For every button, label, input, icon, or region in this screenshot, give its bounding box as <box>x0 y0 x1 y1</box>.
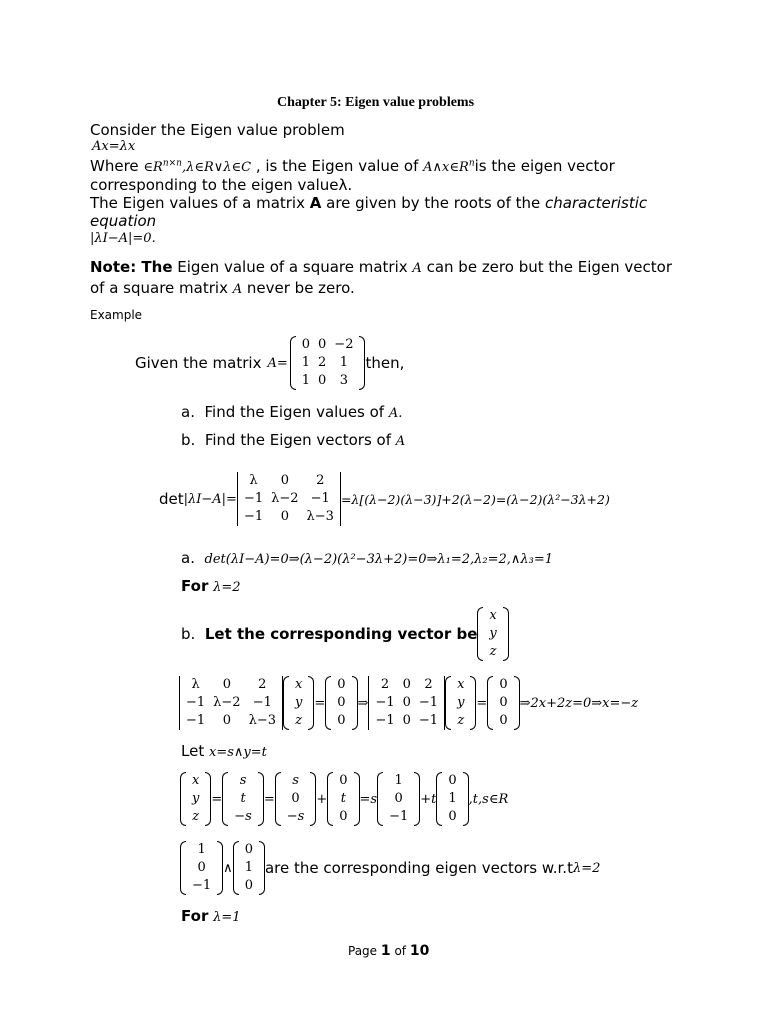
paren <box>283 676 289 730</box>
text: are given by the roots of the <box>321 194 546 212</box>
vector-row <box>333 712 349 730</box>
vector-row <box>453 694 468 712</box>
note-label: Note: The <box>90 258 173 276</box>
vector-row <box>188 790 203 808</box>
cell: λ−3 <box>248 713 276 728</box>
matrix-row <box>182 694 280 712</box>
vector <box>325 676 357 730</box>
vector-row <box>283 772 309 790</box>
superscript: n×n <box>162 158 182 169</box>
cell: −1 <box>375 695 395 710</box>
cell: 1 <box>301 373 311 388</box>
cell: 0 <box>291 791 300 806</box>
math: =s <box>359 791 378 807</box>
vector <box>477 607 508 661</box>
cell: 0 <box>222 677 232 692</box>
cell: 0 <box>318 373 327 388</box>
determinant-line <box>159 470 610 528</box>
equals: = <box>314 695 326 711</box>
text-bold: Let the corresponding vector be <box>204 625 478 643</box>
for-line <box>181 577 241 595</box>
note-line <box>90 258 672 276</box>
vector-table <box>241 841 257 895</box>
param-line <box>180 771 508 827</box>
math: ⇒2x+2z=0⇒x=−z <box>519 695 639 711</box>
vector-row <box>333 694 349 712</box>
cell: 0 <box>280 509 289 524</box>
matrix-row <box>240 472 338 490</box>
equation: Ax=λx <box>92 139 136 154</box>
vector-row <box>335 772 351 790</box>
cell: 0 <box>244 842 253 857</box>
cell: 0 <box>280 473 289 488</box>
cell: z <box>192 809 200 824</box>
vector <box>377 772 420 826</box>
cell: 0 <box>499 695 508 710</box>
vector-row <box>335 808 351 826</box>
vector-row <box>291 676 306 694</box>
vector-row <box>230 772 256 790</box>
math: x=s∧y=t <box>208 745 267 760</box>
cell: t <box>240 791 246 806</box>
matrix-row <box>182 712 280 730</box>
vector <box>487 676 519 730</box>
cell: 0 <box>448 809 457 824</box>
cell: t <box>340 791 346 806</box>
vector-table <box>188 841 215 895</box>
cell: −s <box>234 809 252 824</box>
vector-row <box>333 676 349 694</box>
cell: y <box>489 626 497 641</box>
list-marker: b. <box>181 625 196 643</box>
for-line <box>181 907 241 925</box>
cell: −1 <box>389 809 409 824</box>
cell: 2 <box>318 355 327 370</box>
cell: 0 <box>448 773 457 788</box>
math: |λI−A|= <box>183 491 237 507</box>
text: , is the Eigen value of <box>251 157 424 175</box>
matrix-row <box>240 490 338 508</box>
det-bar <box>179 676 180 730</box>
cell: −2 <box>334 337 354 352</box>
vector-table <box>385 772 412 826</box>
part-b <box>181 606 509 662</box>
cell: 0 <box>339 773 348 788</box>
example-label: Example <box>90 308 143 322</box>
page-footer <box>348 943 429 959</box>
det-matrix <box>179 676 283 730</box>
equals: = <box>211 791 223 807</box>
vector-row <box>188 808 203 826</box>
text-bold: For <box>181 907 209 925</box>
equals: = <box>263 791 275 807</box>
det-bar <box>237 472 238 526</box>
text: then, <box>365 354 405 372</box>
vector-table <box>188 772 203 826</box>
vector-row <box>485 643 500 661</box>
cell: z <box>295 713 303 728</box>
cell: 1 <box>301 355 311 370</box>
cell: 0 <box>244 878 253 893</box>
cell: 1 <box>244 860 253 875</box>
cell: λ−2 <box>213 695 241 710</box>
matrix-table <box>298 336 358 390</box>
text: are the corresponding eigen vectors w.r.t <box>264 859 573 877</box>
paren <box>477 607 483 661</box>
paren <box>233 841 239 895</box>
vector <box>436 772 468 826</box>
matrix-row <box>182 676 280 694</box>
intro-line: Consider the Eigen value problem <box>90 121 345 139</box>
equals: = <box>476 695 488 711</box>
cell: z <box>457 713 465 728</box>
where-line <box>90 157 615 175</box>
vector-row <box>495 712 511 730</box>
cell: 0 <box>339 809 348 824</box>
math: =λ[(λ−2)(λ−3)]+2(λ−2)=(λ−2)(λ²−3λ+2) <box>340 491 610 507</box>
vector-row <box>453 712 468 730</box>
cell: 0 <box>301 337 311 352</box>
text: Where <box>90 157 144 175</box>
text: Eigen value of a square matrix <box>172 258 413 276</box>
cell: −1 <box>192 878 212 893</box>
matrix-table <box>182 676 280 730</box>
text-italic: characteristic <box>545 194 648 212</box>
matrix-row <box>371 712 442 730</box>
vector <box>327 772 359 826</box>
vector-row <box>495 694 511 712</box>
vector-row <box>283 790 309 808</box>
vector-table <box>453 676 468 730</box>
cell: 0 <box>402 695 411 710</box>
math: +t <box>420 791 437 807</box>
intro-line: corresponding to the eigen valueλ. <box>90 176 353 194</box>
cell: s <box>292 773 299 788</box>
cell: 0 <box>499 713 508 728</box>
cell: −s <box>286 809 305 824</box>
cell: x <box>489 608 497 623</box>
text: The Eigen values of a matrix <box>90 194 310 212</box>
intro-line: equation <box>90 212 157 230</box>
vector-row <box>385 790 412 808</box>
math: λ=2 <box>213 580 241 595</box>
matrix-row <box>298 336 358 354</box>
text-bold: For <box>181 577 209 595</box>
plus: + <box>316 791 328 807</box>
cell: −1 <box>375 713 395 728</box>
cell: z <box>489 644 497 659</box>
vector-row <box>335 790 351 808</box>
matrix-table <box>240 472 338 526</box>
vector-table <box>291 676 306 730</box>
cell: 2 <box>316 473 325 488</box>
vector-row <box>485 625 500 643</box>
vector-row <box>385 808 412 826</box>
paren <box>503 607 509 661</box>
cell: −1 <box>310 491 330 506</box>
paren <box>180 841 186 895</box>
vector-row <box>188 877 215 895</box>
superscript: n <box>468 158 475 169</box>
let-line <box>181 742 267 760</box>
vector-row <box>385 772 412 790</box>
paren <box>222 772 228 826</box>
vector-row <box>283 808 309 826</box>
cell: 0 <box>337 713 346 728</box>
list-marker: a. <box>181 403 195 421</box>
vector-row <box>241 841 257 859</box>
cell: 1 <box>394 773 403 788</box>
basis-line <box>180 840 600 896</box>
math-part: A∧x∈R <box>423 160 469 175</box>
paren <box>327 772 333 826</box>
page-title: Chapter 5: Eigen value problems <box>277 95 475 110</box>
given-line <box>135 336 404 390</box>
cell: −1 <box>243 491 264 506</box>
vector <box>222 772 264 826</box>
part-a <box>181 549 553 567</box>
text: can be zero but the Eigen vector <box>421 258 673 276</box>
paren <box>325 676 331 730</box>
cell: x <box>294 677 303 692</box>
vector <box>275 772 317 826</box>
math: λ=2 <box>572 860 601 876</box>
paren <box>436 772 442 826</box>
cell: −1 <box>252 695 272 710</box>
cell: 1 <box>197 842 206 857</box>
vector-row <box>230 808 256 826</box>
paren <box>377 772 383 826</box>
cell: 0 <box>318 337 327 352</box>
text: Let <box>181 742 209 760</box>
cell: −1 <box>186 713 206 728</box>
cell: λ−2 <box>271 491 299 506</box>
matrix-row <box>240 508 338 526</box>
text: Page <box>348 944 381 958</box>
cell: 0 <box>337 677 346 692</box>
math: A <box>232 282 243 297</box>
matrix-table <box>371 676 442 730</box>
vector-row <box>453 676 468 694</box>
matrix-row <box>298 354 358 372</box>
math: A. <box>388 406 403 421</box>
cell: 0 <box>402 677 411 692</box>
det-bar <box>368 676 369 730</box>
vector-table <box>495 676 511 730</box>
paren <box>290 336 296 390</box>
cell: 0 <box>197 860 206 875</box>
vector-table <box>444 772 460 826</box>
cell: x <box>457 677 465 692</box>
list-marker: b. <box>181 431 196 449</box>
text: det <box>159 490 184 508</box>
cell: 2 <box>258 677 267 692</box>
vector <box>233 841 265 895</box>
vector-row <box>188 859 215 877</box>
cell: 1 <box>448 791 457 806</box>
cell: x <box>192 773 200 788</box>
det-matrix <box>368 676 445 730</box>
matrix-row <box>371 676 442 694</box>
cell: 0 <box>222 713 232 728</box>
cell: λ−3 <box>306 509 334 524</box>
vector <box>283 676 314 730</box>
intro-line <box>90 194 647 212</box>
cell: y <box>192 791 200 806</box>
vector-table <box>485 607 500 661</box>
text: is the eigen vector <box>474 157 615 175</box>
vector-row <box>241 859 257 877</box>
task-item <box>181 431 405 449</box>
cell: 2 <box>380 677 390 692</box>
cell: λ <box>191 677 200 692</box>
text: Find the Eigen vectors of <box>204 431 396 449</box>
vector <box>445 676 476 730</box>
vector <box>180 772 211 826</box>
task-item <box>181 403 402 421</box>
math: ∧ <box>223 860 233 876</box>
list-marker: a. <box>181 549 195 567</box>
cell: 0 <box>394 791 403 806</box>
page-number: 1 <box>380 943 391 959</box>
vector-row <box>291 694 306 712</box>
math-part: ∈R <box>143 160 163 175</box>
cell: 0 <box>337 695 346 710</box>
vector-row <box>241 877 257 895</box>
cell: 2 <box>424 677 433 692</box>
math: ,t,s∈R <box>468 791 509 807</box>
text: Given the matrix <box>135 354 262 372</box>
cell: s <box>239 773 247 788</box>
math: λ=1 <box>213 910 241 925</box>
cell: λ <box>249 473 258 488</box>
math: det(λI−A)=0⇒(λ−2)(λ²−3λ+2)=0⇒λ₁=2,λ₂=2,∧λ₃=1 <box>204 552 553 567</box>
vector <box>180 841 223 895</box>
math: A <box>395 434 406 449</box>
matrix-row <box>371 694 442 712</box>
paren <box>275 772 281 826</box>
matrix-a <box>290 336 366 390</box>
cell: y <box>457 695 465 710</box>
cell: −1 <box>243 509 264 524</box>
implies: ⇒ <box>357 695 369 711</box>
vector-table <box>333 676 349 730</box>
vector-row <box>188 841 215 859</box>
cell: 3 <box>339 373 349 388</box>
math <box>143 160 251 175</box>
vector-row <box>495 676 511 694</box>
vector-row <box>444 808 460 826</box>
text: of a square matrix <box>90 279 233 297</box>
vector-row <box>444 790 460 808</box>
vector-row <box>444 772 460 790</box>
paren <box>180 772 186 826</box>
vector-row <box>230 790 256 808</box>
cell: 1 <box>339 355 349 370</box>
text: Find the Eigen values of <box>204 403 389 421</box>
matrix-row <box>298 372 358 390</box>
text-bold: A <box>309 194 322 212</box>
math: A= <box>267 355 288 371</box>
text: never be zero. <box>242 279 355 297</box>
vector-table <box>283 772 309 826</box>
det-matrix <box>237 472 341 526</box>
page-total: 10 <box>409 943 430 959</box>
equation: |λI−A|=0. <box>90 231 156 246</box>
math-part: ,λ∈R∨λ∈C <box>181 160 252 175</box>
vector-row <box>291 712 306 730</box>
text: of <box>390 944 410 958</box>
vector-row <box>485 607 500 625</box>
paren <box>487 676 493 730</box>
note-line <box>90 279 355 297</box>
system-line <box>179 675 638 731</box>
cell: 0 <box>499 677 508 692</box>
cell: −1 <box>418 713 439 728</box>
cell: −1 <box>418 695 439 710</box>
cell: −1 <box>186 695 206 710</box>
math <box>423 160 474 175</box>
paren <box>445 676 451 730</box>
math: A <box>412 261 422 276</box>
cell: 0 <box>402 713 411 728</box>
cell: y <box>294 695 303 710</box>
vector-row <box>188 772 203 790</box>
vector-table <box>335 772 351 826</box>
vector-table <box>230 772 256 826</box>
